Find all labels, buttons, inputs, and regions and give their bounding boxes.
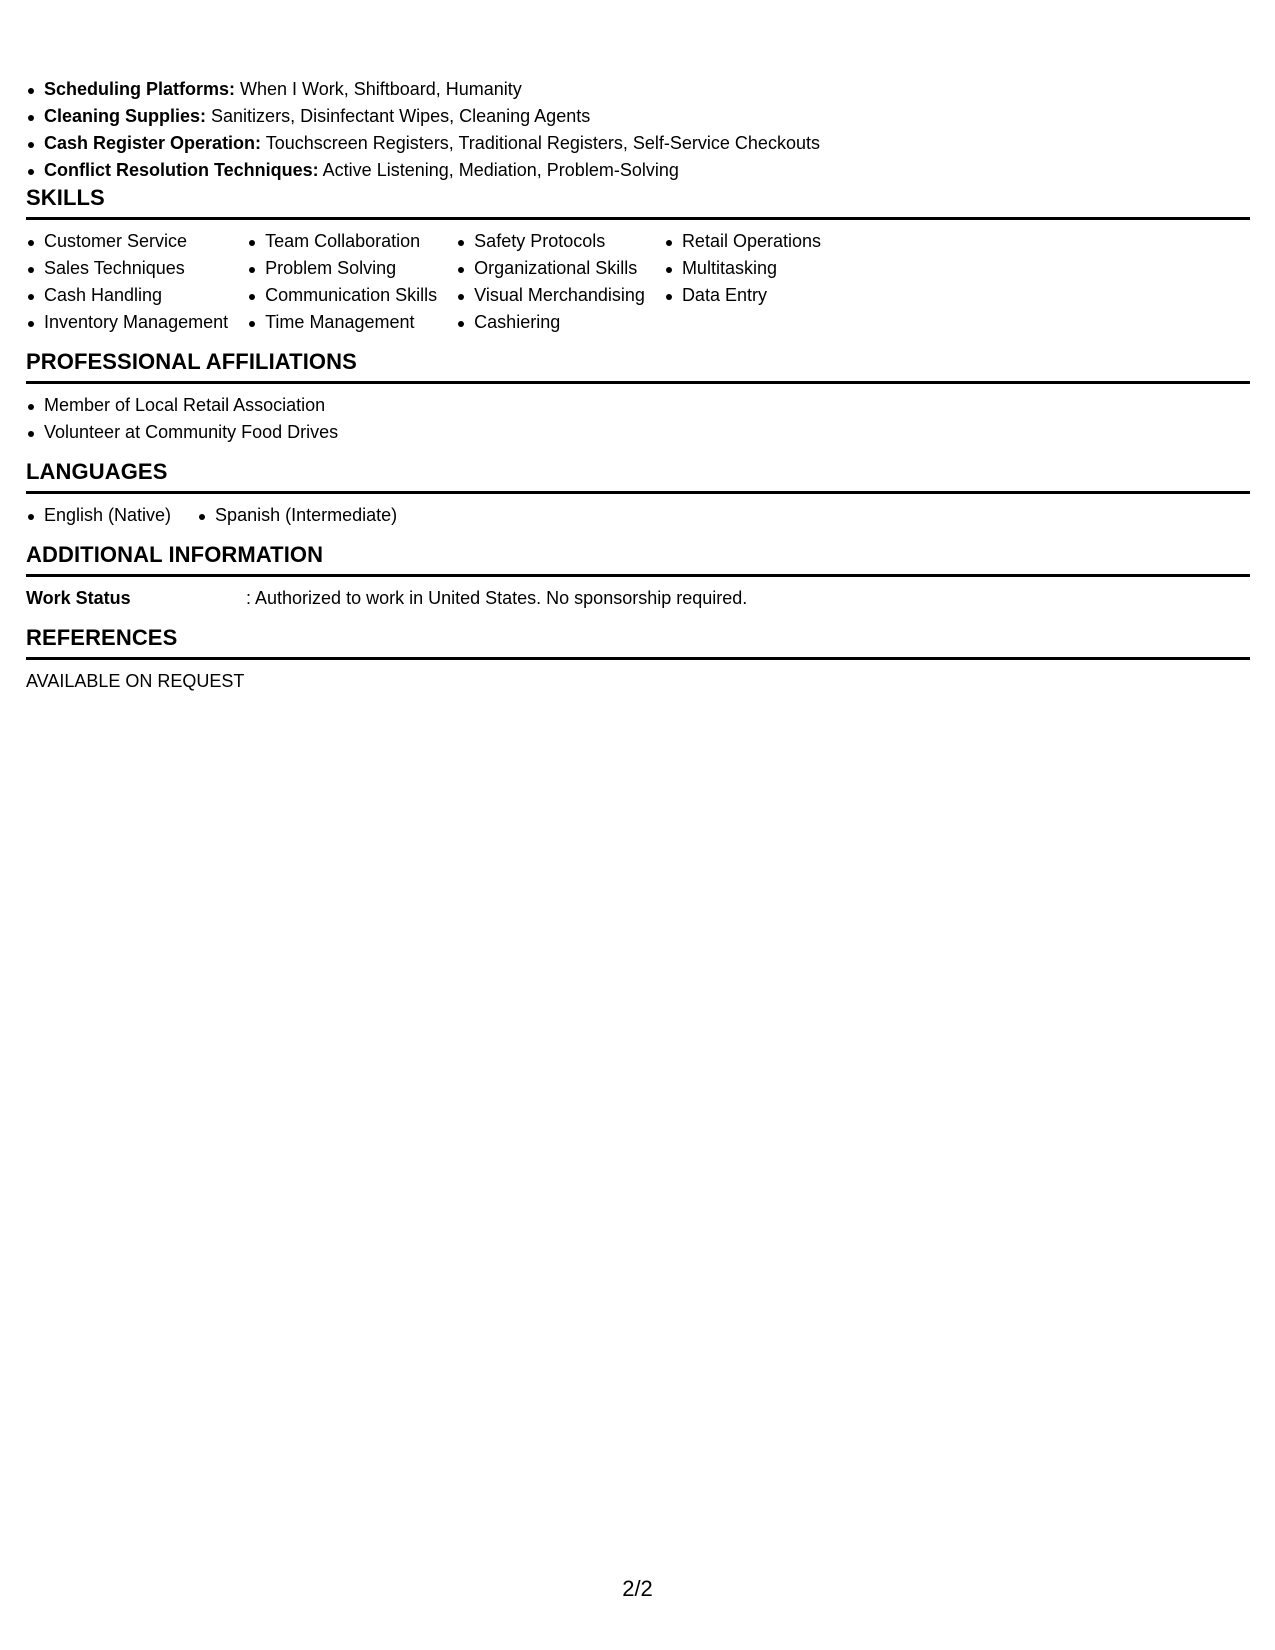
tool-label: Cash Register Operation: [44,133,262,153]
work-status-value: : Authorized to work in United States. No sponsorship required. [246,588,748,608]
skill-item: Cashiering [456,309,645,336]
affiliation-item: Member of Local Retail Association [26,392,1250,419]
section-title-additional: ADDITIONAL INFORMATION [26,542,324,567]
references-section [26,624,1250,695]
tool-label: Conflict Resolution Techniques: [44,160,319,180]
skills-section [26,184,1250,336]
skills-grid [26,228,1250,336]
section-divider [26,574,1250,577]
skill-item: Time Management [247,309,437,336]
resume-content [26,76,1250,707]
list-item [26,76,1250,103]
tool-value: Touchscreen Registers, Traditional Registers, Self-Service Checkouts [261,133,820,153]
work-status-label: Work Status [26,588,131,608]
tool-value: Active Listening, Mediation, Problem-Solving [318,160,679,180]
list-item [26,157,1250,184]
tool-label: Cleaning Supplies: [44,106,207,126]
skill-item: Sales Techniques [26,255,228,282]
work-status-row [26,585,1250,612]
skills-column [664,228,821,336]
references-text: AVAILABLE ON REQUEST [26,671,245,691]
skill-item: Data Entry [664,282,821,309]
skill-item: Team Collaboration [247,228,437,255]
languages-list [26,502,1250,529]
languages-section [26,458,1250,529]
skill-item: Organizational Skills [456,255,645,282]
skill-item: Problem Solving [247,255,437,282]
skill-item: Cash Handling [26,282,228,309]
section-divider [26,381,1250,384]
skill-item: Communication Skills [247,282,437,309]
language-item: English (Native) [26,502,171,529]
skill-item: Customer Service [26,228,228,255]
skills-column [456,228,645,336]
affiliation-item: Volunteer at Community Food Drives [26,419,1250,446]
skill-item: Retail Operations [664,228,821,255]
tool-value: When I Work, Shiftboard, Humanity [235,79,522,99]
tool-label: Scheduling Platforms: [44,79,236,99]
language-item: Spanish (Intermediate) [197,502,397,529]
skill-item: Multitasking [664,255,821,282]
page-number: 2/2 [622,1576,653,1601]
section-title-skills: SKILLS [26,185,105,210]
section-title-references: REFERENCES [26,625,178,650]
section-divider [26,217,1250,220]
section-divider [26,657,1250,660]
section-title-languages: LANGUAGES [26,459,168,484]
skill-item: Inventory Management [26,309,228,336]
tools-list [26,76,1250,184]
section-divider [26,491,1250,494]
list-item [26,130,1250,157]
additional-info-section [26,541,1250,612]
skill-item: Visual Merchandising [456,282,645,309]
tool-value: Sanitizers, Disinfectant Wipes, Cleaning Agents [206,106,591,126]
skills-column [247,228,437,336]
section-title-affiliations: PROFESSIONAL AFFILIATIONS [26,349,357,374]
affiliations-section [26,348,1250,446]
affiliations-list [26,392,1250,446]
list-item [26,103,1250,130]
skills-column [26,228,228,336]
skill-item: Safety Protocols [456,228,645,255]
